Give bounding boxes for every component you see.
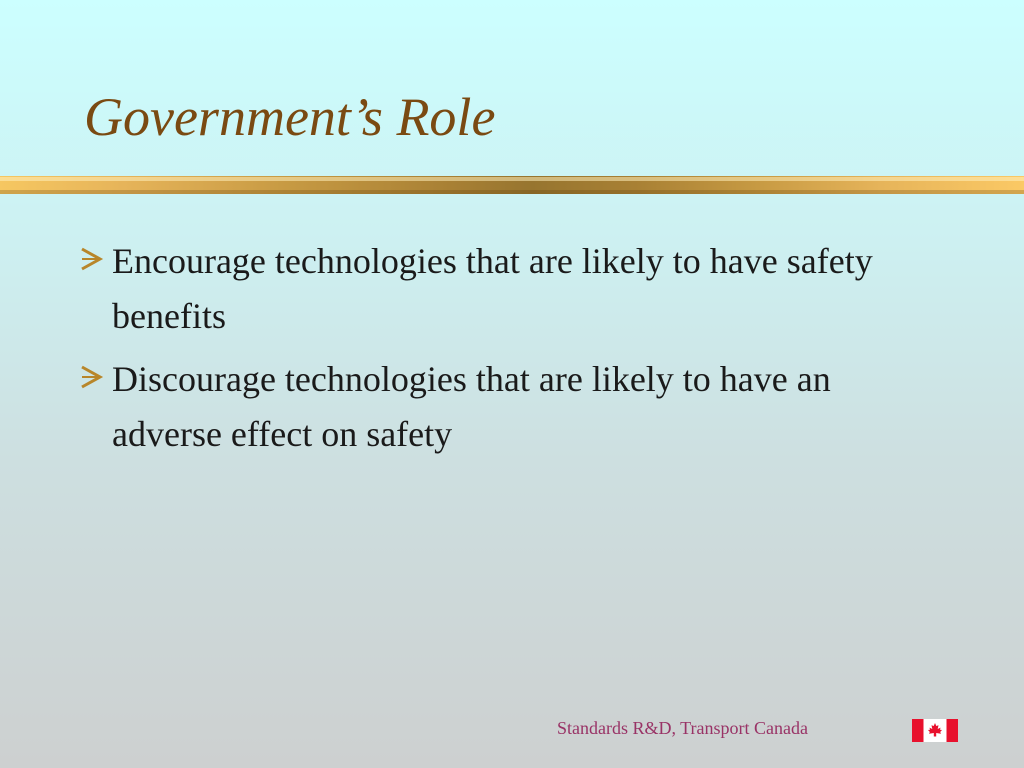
bullet-list — [78, 234, 898, 470]
list-item — [78, 352, 898, 462]
bullet-text: Encourage technologies that are likely to have safety benefits — [112, 241, 873, 336]
canada-flag-icon — [912, 719, 958, 742]
list-item — [78, 234, 898, 344]
bullet-text: Discourage technologies that are likely to have an adverse effect on safety — [112, 359, 831, 454]
arrow-bullet-icon — [78, 234, 112, 284]
arrow-bullet-icon — [78, 352, 112, 402]
footer-text: Standards R&D, Transport Canada — [557, 718, 808, 738]
slide-title: Government’s Role — [84, 87, 496, 147]
title-divider — [0, 176, 1024, 194]
